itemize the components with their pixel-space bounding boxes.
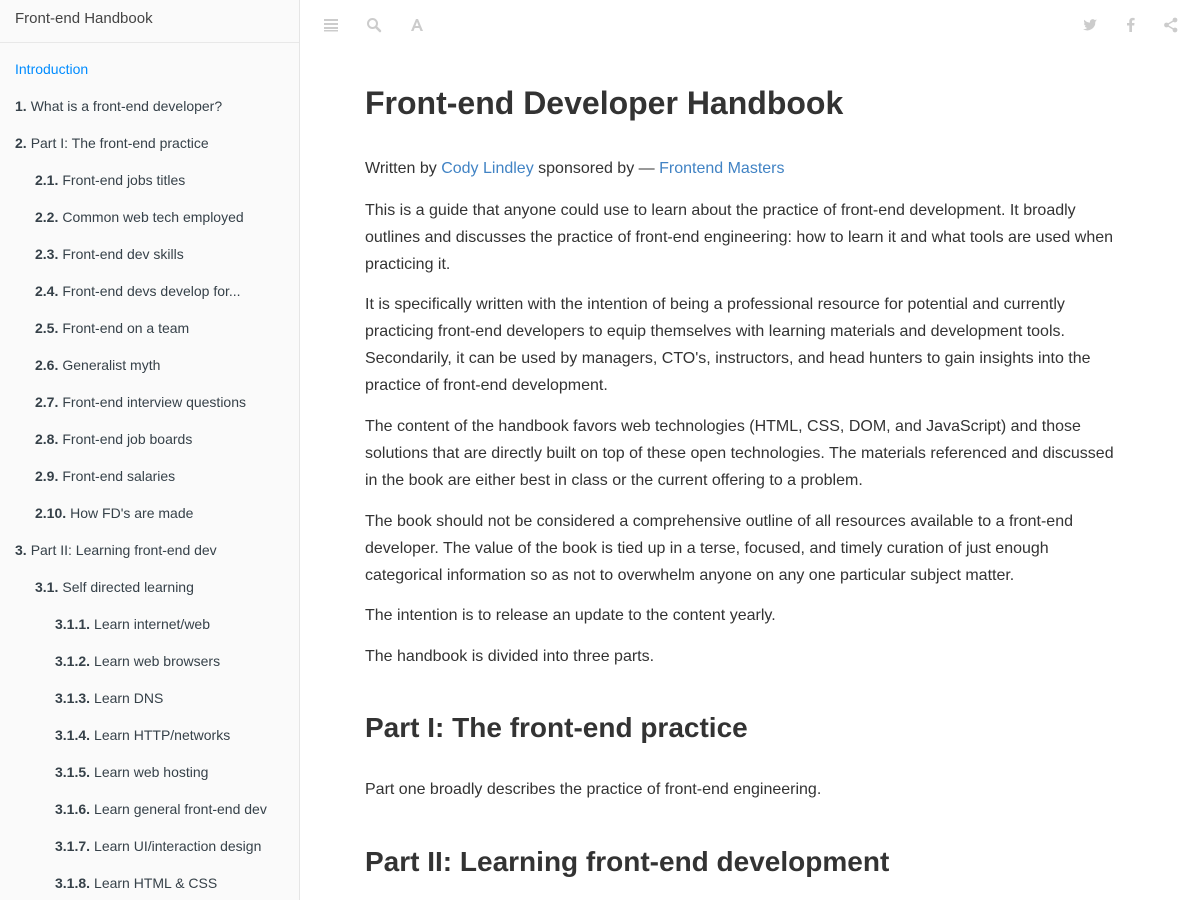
sidebar-item[interactable] (0, 613, 299, 650)
sidebar-item-label: Part I: The front-end practice (30, 135, 209, 151)
sidebar-nav (0, 43, 299, 900)
sidebar-item-number: 3.1.5. (55, 764, 91, 780)
part2-heading: Part II: Learning front-end development (365, 846, 890, 877)
intro-paragraph-3: The content of the handbook favors web technologies (HTML, CSS, DOM, and JavaScript) and those solutions that are directly built on top of these open technologies. The materials referenced and discussed in the book are either best in class or the current offering to a problem. (365, 418, 1114, 489)
part1-heading: Part I: The front-end practice (365, 712, 748, 743)
sidebar-item-label: Learn HTTP/networks (94, 727, 231, 743)
sidebar-item[interactable] (0, 354, 299, 391)
sidebar-item-label: Front-end job boards (62, 431, 193, 447)
sidebar-item-number: 2. (15, 135, 27, 151)
sidebar-item[interactable] (0, 576, 299, 613)
sidebar-item[interactable] (0, 835, 299, 872)
top-toolbar (300, 0, 1200, 50)
sidebar-item[interactable] (0, 206, 299, 243)
sidebar-item[interactable] (0, 539, 299, 576)
sidebar-item[interactable] (0, 391, 299, 428)
author-link[interactable]: Cody Lindley (441, 160, 534, 177)
sidebar-item[interactable] (0, 58, 299, 95)
sidebar-item-label: Introduction (15, 61, 89, 77)
sidebar-item-label: Front-end interview questions (62, 394, 247, 410)
sidebar-item[interactable] (0, 243, 299, 280)
sidebar-item-label: Learn general front-end dev (94, 801, 267, 817)
share-icon[interactable] (1162, 16, 1180, 34)
sidebar-item[interactable] (0, 169, 299, 206)
sidebar-item[interactable] (0, 502, 299, 539)
sidebar-item-number: 3.1.7. (55, 838, 91, 854)
sidebar-item[interactable] (0, 687, 299, 724)
sidebar-item-label: What is a front-end developer? (30, 98, 223, 114)
sidebar-item-number: 2.3. (35, 246, 59, 262)
page-title: Front-end Developer Handbook (365, 85, 844, 121)
sidebar-item-label: Learn HTML & CSS (94, 875, 218, 891)
sidebar-item-label: Learn web hosting (94, 764, 209, 780)
sidebar-item-label: Front-end devs develop for... (62, 283, 241, 299)
sidebar-item-number: 2.10. (35, 505, 67, 521)
sidebar-item-label: How FD's are made (70, 505, 194, 521)
sidebar-item-number: 2.2. (35, 209, 59, 225)
sidebar-item-label: Self directed learning (62, 579, 194, 595)
sidebar-item[interactable] (0, 872, 299, 900)
sidebar-item-label: Common web tech employed (62, 209, 244, 225)
sidebar-item[interactable] (0, 724, 299, 761)
sidebar-item-number: 2.5. (35, 320, 59, 336)
sidebar-item-label: Part II: Learning front-end dev (30, 542, 217, 558)
sidebar-item-number: 2.7. (35, 394, 59, 410)
intro-paragraph-5: The intention is to release an update to the content yearly. (365, 607, 776, 624)
sidebar-item[interactable] (0, 132, 299, 169)
menu-icon[interactable] (322, 16, 340, 34)
sidebar-item-number: 3.1.1. (55, 616, 91, 632)
sidebar-item[interactable] (0, 650, 299, 687)
part1-paragraph: Part one broadly describes the practice of front-end engineering. (365, 781, 822, 798)
intro-paragraph-4: The book should not be considered a comprehensive outline of all resources available to a front-end developer. The value of the book is tied up in a terse, focused, and timely curation of just enough categorical information so as not to overwhelm anyone on any one particular subject matter. (365, 513, 1073, 584)
twitter-icon[interactable] (1081, 16, 1099, 34)
sidebar (0, 0, 300, 900)
intro-paragraph-2: It is specifically written with the intention of being a professional resource for potential and currently practicing front-end developers to equip themselves with learning materials and development tools. Secondarily, it can be used by managers, CTO's, instructors, and head hunters to gain insights into the practice of front-end development. (365, 296, 1091, 394)
sidebar-item-label: Learn DNS (94, 690, 164, 706)
sponsor-link[interactable]: Frontend Masters (659, 160, 785, 177)
intro-paragraph-1: This is a guide that anyone could use to learn about the practice of front-end development. It broadly outlines and discusses the practice of front-end engineering: how to learn it and what tools are used when practicing it. (365, 202, 1114, 273)
sidebar-item-number: 2.8. (35, 431, 59, 447)
font-settings-icon[interactable] (408, 16, 426, 34)
search-icon[interactable] (365, 16, 383, 34)
sidebar-item[interactable] (0, 95, 299, 132)
sidebar-item-number: 2.6. (35, 357, 59, 373)
sidebar-item-label: Front-end jobs titles (62, 172, 186, 188)
sidebar-item-number: 2.9. (35, 468, 59, 484)
sidebar-item-label: Learn internet/web (94, 616, 210, 632)
sidebar-item[interactable] (0, 798, 299, 835)
sidebar-item-number: 3.1.8. (55, 875, 91, 891)
sidebar-item[interactable] (0, 280, 299, 317)
sidebar-item-number: 3.1. (35, 579, 59, 595)
sidebar-item-number: 3.1.6. (55, 801, 91, 817)
sidebar-item-number: 3.1.4. (55, 727, 91, 743)
sidebar-item[interactable] (0, 465, 299, 502)
sidebar-item-number: 2.1. (35, 172, 59, 188)
sidebar-item[interactable] (0, 761, 299, 798)
sidebar-item-label: Front-end on a team (62, 320, 190, 336)
byline-middle: sponsored by — (538, 160, 655, 177)
sidebar-item-label: Front-end dev skills (62, 246, 184, 262)
sidebar-item-label: Learn web browsers (94, 653, 221, 669)
sidebar-item-number: 1. (15, 98, 27, 114)
sidebar-item-label: Learn UI/interaction design (94, 838, 262, 854)
sidebar-item-label: Generalist myth (62, 357, 161, 373)
facebook-icon[interactable] (1122, 16, 1140, 34)
byline-prefix: Written by (365, 160, 437, 177)
sidebar-item[interactable] (0, 428, 299, 465)
sidebar-title[interactable]: Front-end Handbook (0, 0, 299, 43)
byline (365, 159, 785, 179)
sidebar-item-label: Front-end salaries (62, 468, 176, 484)
sidebar-item-number: 3.1.2. (55, 653, 91, 669)
intro-paragraph-6: The handbook is divided into three parts. (365, 648, 655, 665)
main-content (365, 82, 1125, 877)
sidebar-item-number: 2.4. (35, 283, 59, 299)
sidebar-item-number: 3. (15, 542, 27, 558)
sidebar-item-number: 3.1.3. (55, 690, 91, 706)
sidebar-item[interactable] (0, 317, 299, 354)
